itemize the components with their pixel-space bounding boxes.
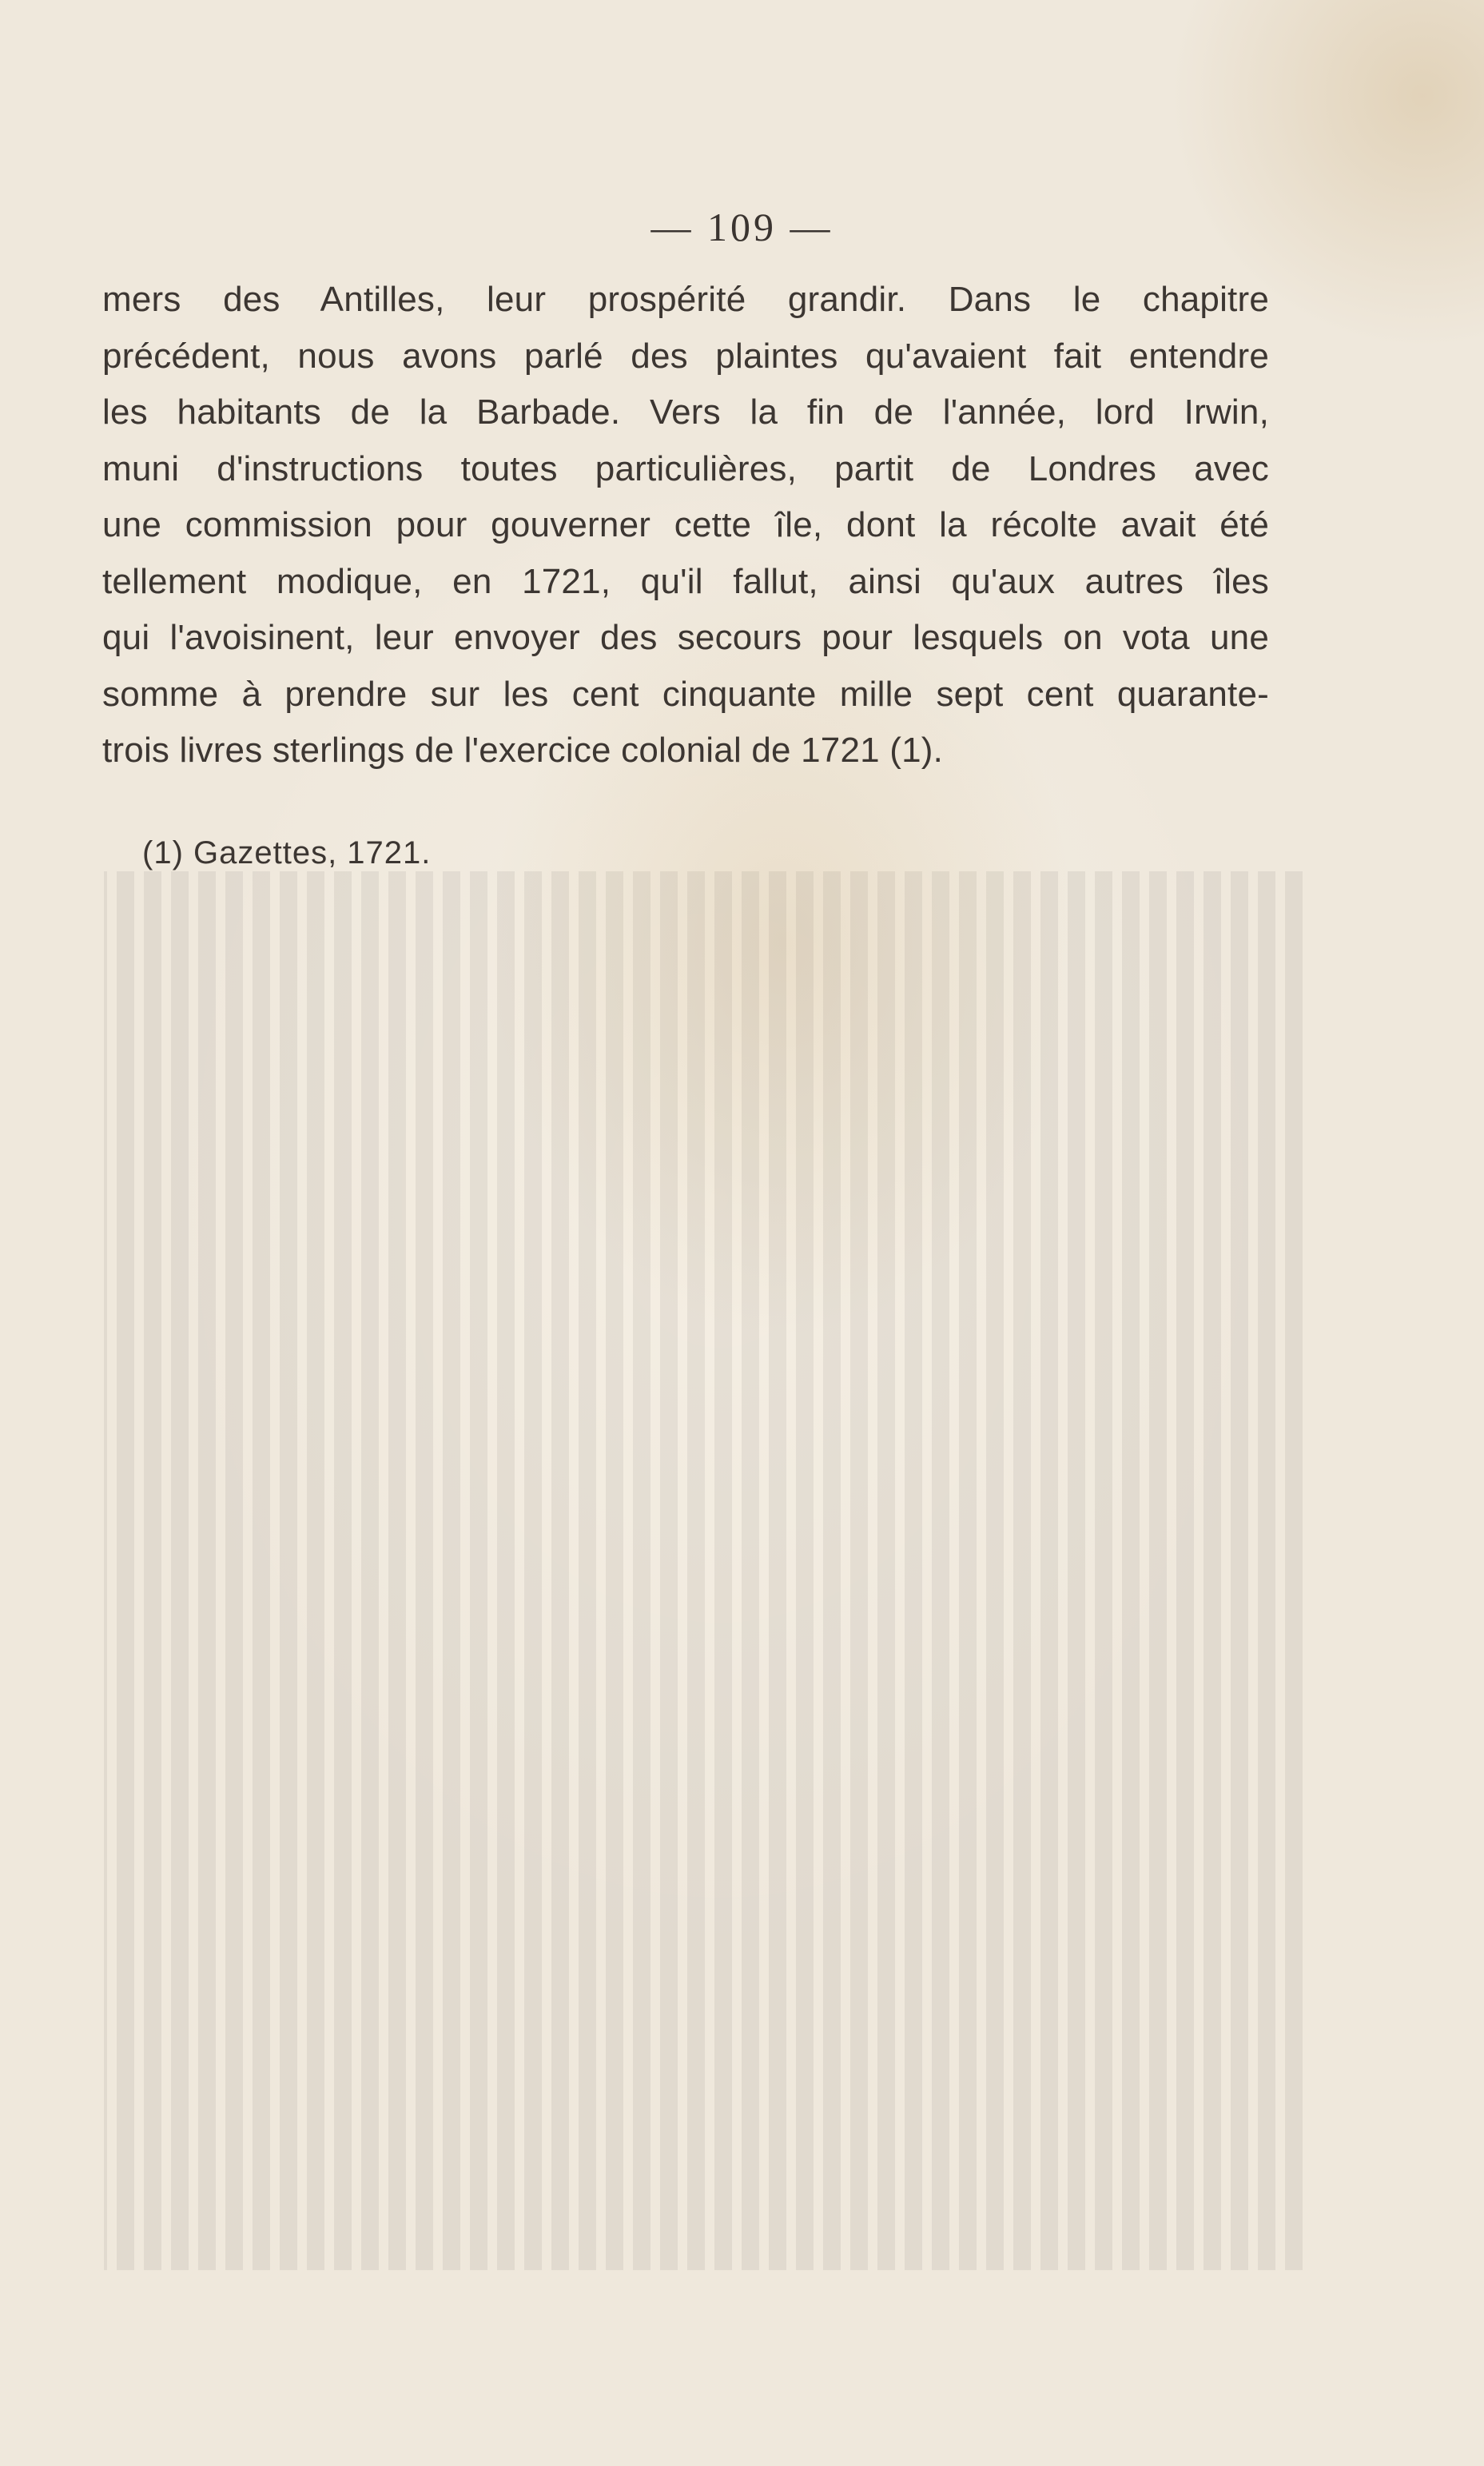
footnote: (1) Gazettes, 1721. — [142, 835, 432, 870]
text-line: précédent, nous avons parlé des plaintes qu'avaient fait entendre — [102, 336, 1269, 376]
text-line: qui l'avoisinent, leur envoyer des secours pour lesquels on vota une — [102, 618, 1269, 657]
text-line: somme à prendre sur les cent cinquante mille sept cent quarante- — [102, 674, 1269, 714]
text-line: une commission pour gouverner cette île, dont la récolte avait été — [102, 505, 1269, 544]
text-line: muni d'instructions toutes particulières, partit de Londres avec — [102, 448, 1269, 488]
text-line: tellement modique, en 1721, qu'il fallut, ainsi qu'aux autres îles — [102, 561, 1269, 601]
text-line: mers des Antilles, leur prospérité grandir. Dans le chapitre — [102, 280, 1269, 319]
text-line: les habitants de la Barbade. Vers la fin de l'année, lord Irwin, — [102, 392, 1269, 432]
reverse-side-bleed-through — [104, 871, 1303, 2310]
page-number: — 109 — — [650, 205, 834, 249]
text-line: trois livres sterlings de l'exercice colonial de 1721 (1). — [102, 731, 944, 770]
body-text — [102, 272, 1269, 779]
